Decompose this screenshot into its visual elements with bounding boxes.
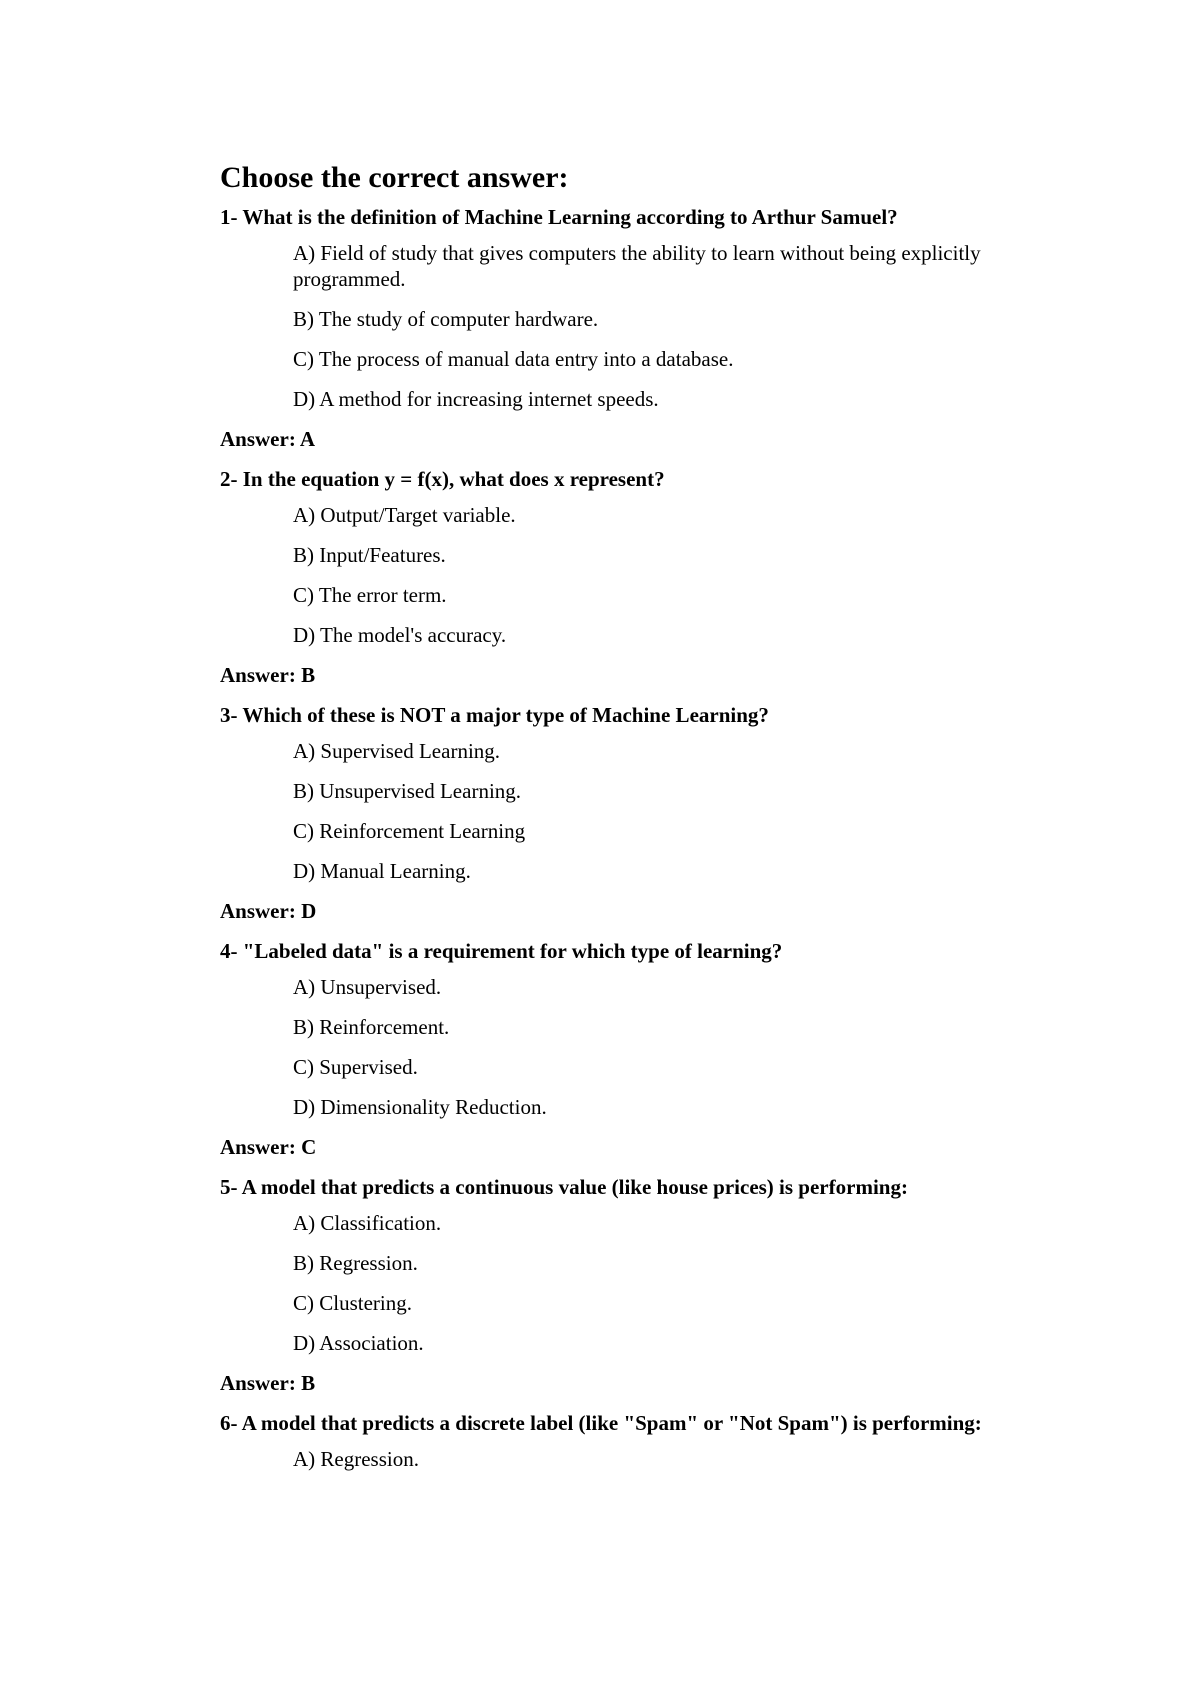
option-a: A) Regression. — [293, 1447, 419, 1471]
question-text: 6- A model that predicts a discrete label (like "Spam" or "Not Spam") is performing: — [220, 1411, 982, 1435]
answer-text: Answer: C — [220, 1135, 317, 1159]
question-block-3 — [220, 702, 1040, 924]
question-text: 3- Which of these is NOT a major type of Machine Learning? — [220, 703, 769, 727]
option-a: A) Classification. — [293, 1211, 442, 1235]
option-b: B) Regression. — [293, 1251, 418, 1275]
option-c: C) Clustering. — [293, 1291, 412, 1315]
question-text: 5- A model that predicts a continuous value (like house prices) is performing: — [220, 1175, 908, 1199]
question-block-5 — [220, 1174, 1040, 1396]
question-block-6 — [220, 1410, 1040, 1472]
answer-text: Answer: B — [220, 1371, 316, 1395]
option-a: A) Field of study that gives computers the ability to learn without being explicitly programmed. — [293, 241, 981, 291]
option-b: B) Input/Features. — [293, 543, 446, 567]
option-c: C) Supervised. — [293, 1055, 418, 1079]
option-c: C) The error term. — [293, 583, 447, 607]
answer-text: Answer: D — [220, 899, 317, 923]
option-a: A) Output/Target variable. — [293, 503, 516, 527]
question-block-1 — [220, 204, 1040, 452]
option-d: D) Manual Learning. — [293, 859, 471, 883]
option-c: C) Reinforcement Learning — [293, 819, 526, 843]
question-block-4 — [220, 938, 1040, 1160]
document-page — [220, 160, 1040, 1486]
option-a: A) Unsupervised. — [293, 975, 442, 999]
option-b: B) The study of computer hardware. — [293, 307, 599, 331]
question-text: 4- "Labeled data" is a requirement for which type of learning? — [220, 939, 783, 963]
option-c: C) The process of manual data entry into a database. — [293, 347, 734, 371]
option-d: D) Dimensionality Reduction. — [293, 1095, 547, 1119]
answer-text: Answer: B — [220, 663, 316, 687]
option-d: D) Association. — [293, 1331, 424, 1355]
question-text: 2- In the equation y = f(x), what does x represent? — [220, 467, 665, 491]
option-b: B) Reinforcement. — [293, 1015, 450, 1039]
option-d: D) The model's accuracy. — [293, 623, 507, 647]
option-d: D) A method for increasing internet speeds. — [293, 387, 659, 411]
answer-text: Answer: A — [220, 427, 316, 451]
question-block-2 — [220, 466, 1040, 688]
page-title: Choose the correct answer: — [220, 161, 569, 194]
option-a: A) Supervised Learning. — [293, 739, 501, 763]
question-text: 1- What is the definition of Machine Learning according to Arthur Samuel? — [220, 205, 898, 229]
option-b: B) Unsupervised Learning. — [293, 779, 522, 803]
